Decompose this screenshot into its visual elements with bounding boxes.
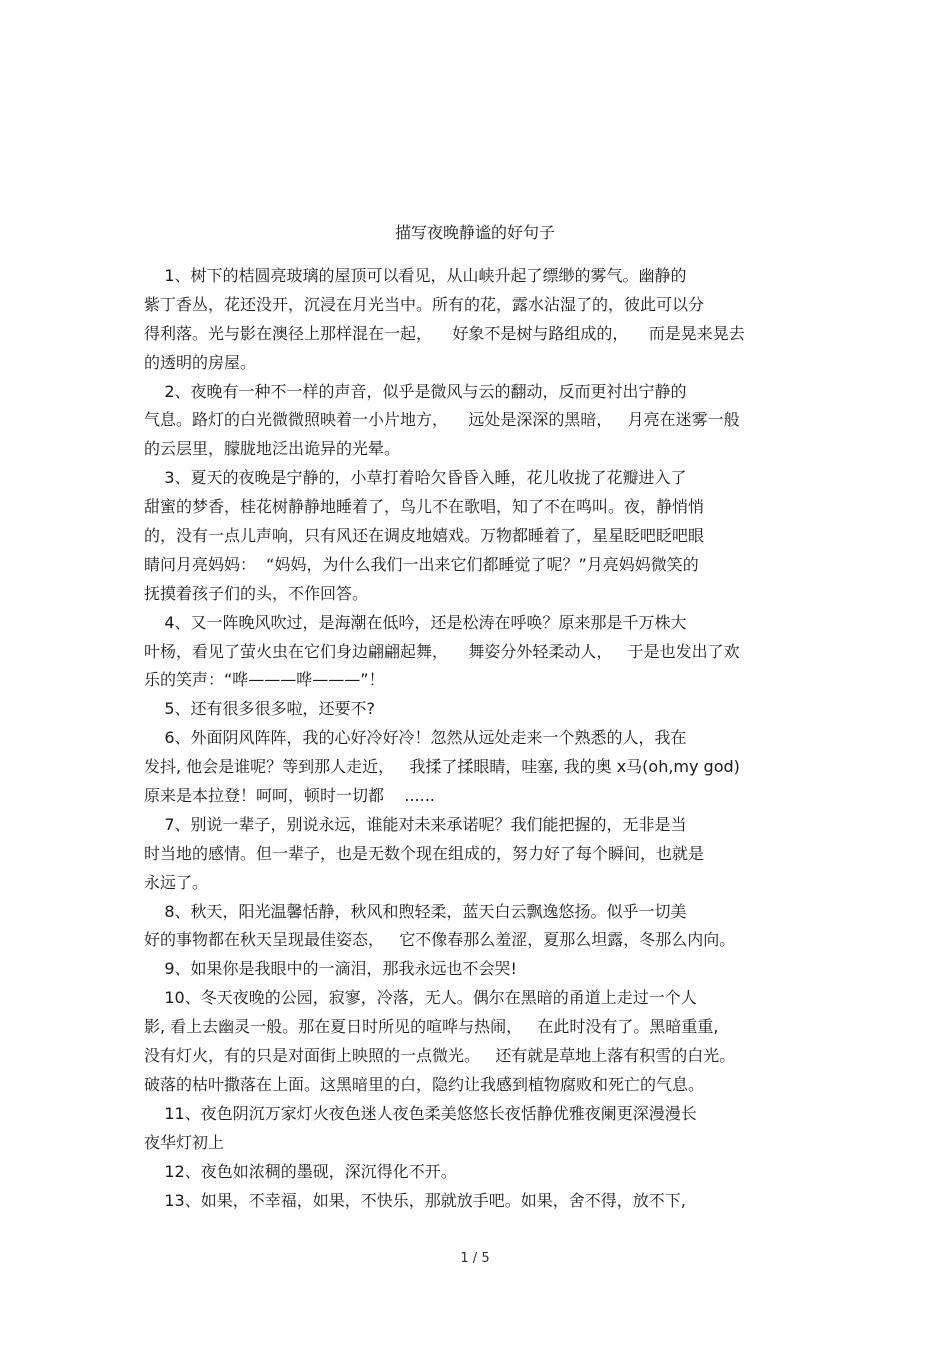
text-line: 10、冬天夜晚的公园，寂寥，冷落，无人。偶尔在黑暗的甬道上走过一个人 (144, 988, 697, 1008)
text-line: 气息。路灯的白光微微照映着一小片地方， 远处是深深的黑暗， 月亮在迷雾一般 (144, 410, 740, 430)
document-body (144, 262, 804, 1215)
text-line: 11、夜色阴沉万家灯火夜色迷人夜色柔美悠悠长夜恬静优雅夜阑更深漫漫长 (144, 1103, 697, 1123)
paragraph (144, 724, 804, 811)
paragraph (144, 955, 804, 984)
text-line: 抚摸着孩子们的头，不作回答。 (144, 583, 369, 603)
text-line: 睛问月亮妈妈： “妈妈，为什么我们一出来它们都睡觉了呢？”月亮妈妈微笑的 (144, 554, 699, 574)
text-line: 叶杨，看见了萤火虫在它们身边翩翩起舞， 舞姿分外轻柔动人， 于是也发出了欢 (144, 641, 740, 661)
text-line: 的云层里，朦胧地泛出诡异的光晕。 (144, 439, 401, 459)
text-line: 8、秋天，阳光温馨恬静，秋风和煦轻柔，蓝天白云飘逸悠扬。似乎一切美 (144, 901, 687, 921)
text-line: 破落的枯叶撒落在上面。这黑暗里的白，隐约让我感到植物腐败和死亡的气息。 (144, 1074, 705, 1094)
text-line: 的，没有一点儿声响，只有风还在调皮地嬉戏。万物都睡着了，星星眨吧眨吧眼 (144, 526, 705, 546)
text-line: 影, 看上去幽灵一般。那在夏日时所见的喧哗与热闹， 在此时没有了。黑暗重重, (144, 1017, 719, 1037)
text-line: 时当地的感情。但一辈子，也是无数个现在组成的，努力好了每个瞬间，也就是 (144, 843, 705, 863)
paragraph (144, 695, 804, 724)
text-line: 没有灯火，有的只是对面街上映照的一点微光。 还有就是草地上落有积雪的白光。 (144, 1046, 736, 1066)
paragraph (144, 898, 804, 956)
text-line: 得利落。光与影在澳径上那样混在一起， 好象不是树与路组成的， 而是晃来晃去 (144, 323, 745, 343)
text-line: 2、夜晚有一种不一样的声音，似乎是微风与云的翻动，反而更衬出宁静的 (144, 381, 687, 401)
text-line: 乐的笑声：“哗———哗———”！ (144, 670, 385, 690)
text-line: 9、如果你是我眼中的一滴泪，那我永远也不会哭! (144, 959, 517, 979)
text-line: 3、夏天的夜晚是宁静的，小草打着哈欠昏昏入睡，花儿收拢了花瓣进入了 (144, 468, 687, 488)
paragraph (144, 1100, 804, 1158)
text-line: 的透明的房屋。 (144, 352, 257, 372)
paragraph (144, 1158, 804, 1187)
page-indicator: 1 / 5 (460, 1251, 490, 1266)
text-line: 13、如果，不幸福，如果，不快乐，那就放手吧。如果，舍不得，放不下, (144, 1190, 686, 1210)
paragraph (144, 984, 804, 1100)
text-line: 6、外面阴风阵阵，我的心好冷好冷！忽然从远处走来一个熟悉的人，我在 (144, 728, 687, 748)
paragraph (144, 811, 804, 898)
document-title: 描写夜晚静谧的好句子 (394, 223, 555, 242)
text-line: 夜华灯初上 (144, 1132, 225, 1152)
paragraph (144, 1187, 804, 1216)
text-line: 1、树下的桔圆亮玻璃的屋顶可以看见，从山峡升起了缥缈的雾气。幽静的 (144, 266, 687, 285)
text-line: 好的事物都在秋天呈现最佳姿态， 它不像春那么羞涩，夏那么坦露，冬那么内向。 (144, 930, 736, 950)
text-line: 原来是本拉登！呵呵，顿时一切都 ...... (144, 786, 435, 806)
text-line: 紫丁香丛，花还没开，沉浸在月光当中。所有的花，露水沾湿了的，彼此可以分 (144, 294, 705, 314)
paragraph (144, 609, 804, 696)
paragraph (144, 378, 804, 465)
paragraph (144, 464, 804, 608)
text-line: 12、夜色如浓稠的墨砚，深沉得化不开。 (144, 1161, 457, 1181)
text-line: 甜蜜的梦香，桂花树静静地睡着了，鸟儿不在歌唱，知了不在鸣叫。夜，静悄悄 (144, 497, 705, 517)
text-line: 永远了。 (144, 872, 209, 892)
text-line: 7、别说一辈子，别说永远，谁能对未来承诺呢？我们能把握的，无非是当 (144, 814, 687, 834)
text-line: 5、还有很多很多啦，还要不? (144, 699, 376, 719)
text-line: 发抖, 他会是谁呢？等到那人走近， 我揉了揉眼睛，哇塞, 我的奥 x马(oh,my god) (144, 757, 740, 777)
paragraph (144, 262, 804, 378)
text-line: 4、又一阵晚风吹过，是海潮在低吟，还是松涛在呼唤？原来那是千万株大 (144, 612, 687, 632)
